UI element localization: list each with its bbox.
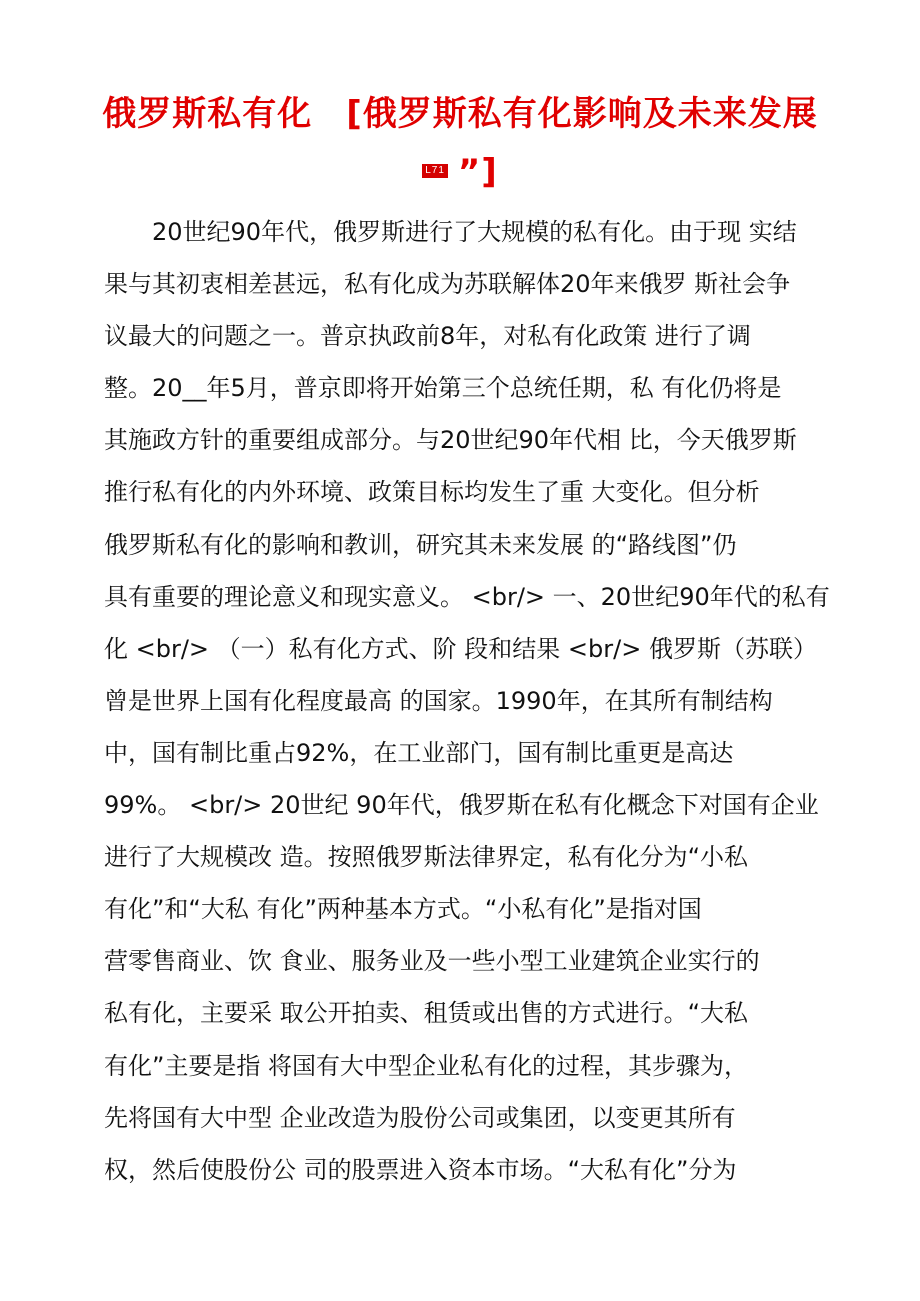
document-title [0, 92, 920, 136]
title-part-a: 俄罗斯私有化 [102, 94, 313, 134]
body-line: 99%。 <br/> 20世纪 90年代，俄罗斯在私有化概念下对国有企业 [104, 791, 819, 820]
body-line: 进行了大规模改 造。按照俄罗斯法律界定，私有化分为“小私 [104, 843, 749, 872]
body-line: 先将国有大中型 企业改造为股份公司或集团，以变更其所有 [104, 1103, 736, 1132]
document-title-continued [0, 150, 920, 194]
body-line: 果与其初衷相差甚远，私有化成为苏联解体20年来俄罗 斯社会争 [104, 270, 791, 299]
body-line: 整。20__年5月，普京即将开始第三个总统任期，私 有化仍将是 [104, 374, 782, 403]
body-paragraph [104, 206, 830, 1196]
body-line: 具有重要的理论意义和现实意义。 <br/> 一、20世纪90年代的私有 [104, 582, 830, 611]
body-line: 化 <br/> （一）私有化方式、阶 段和结果 <br/> 俄罗斯（苏联） [104, 634, 817, 663]
body-line: 俄罗斯私有化的影响和教训，研究其未来发展 的“路线图”仍 [104, 530, 737, 559]
body-line: 私有化，主要采 取公开拍卖、租赁或出售的方式进行。“大私 [104, 999, 749, 1028]
body-line: 营零售商业、饮 食业、服务业及一些小型工业建筑企业实行的 [104, 947, 760, 976]
body-line: 议最大的问题之一。普京执政前8年，对私有化政策 进行了调 [104, 322, 751, 351]
body-line: 有化”主要是指 将国有大中型企业私有化的过程，其步骤为， [104, 1051, 749, 1080]
title-part-c: ”] [457, 152, 498, 192]
body-line: 20世纪90年代，俄罗斯进行了大规模的私有化。由于现 实结 [152, 218, 797, 246]
body-line: 曾是世界上国有化程度最高 的国家。1990年，在其所有制结构 [104, 686, 773, 715]
body-line: 中，国有制比重占92%，在工业部门，国有制比重更是高达 [104, 738, 734, 767]
body-line: 推行私有化的内外环境、政策目标均发生了重 大变化。但分析 [104, 478, 760, 507]
body-line: 权，然后使股份公 司的股票进入资本市场。“大私有化”分为 [104, 1155, 737, 1184]
title-part-b: [俄罗斯私有化影响及未来发展 [346, 94, 818, 134]
title-badge: L71 [422, 164, 448, 178]
body-line: 其施政方针的重要组成部分。与20世纪90年代相 比，今天俄罗斯 [104, 426, 797, 455]
body-line: 有化”和“大私 有化”两种基本方式。“小私有化”是指对国 [104, 895, 702, 924]
